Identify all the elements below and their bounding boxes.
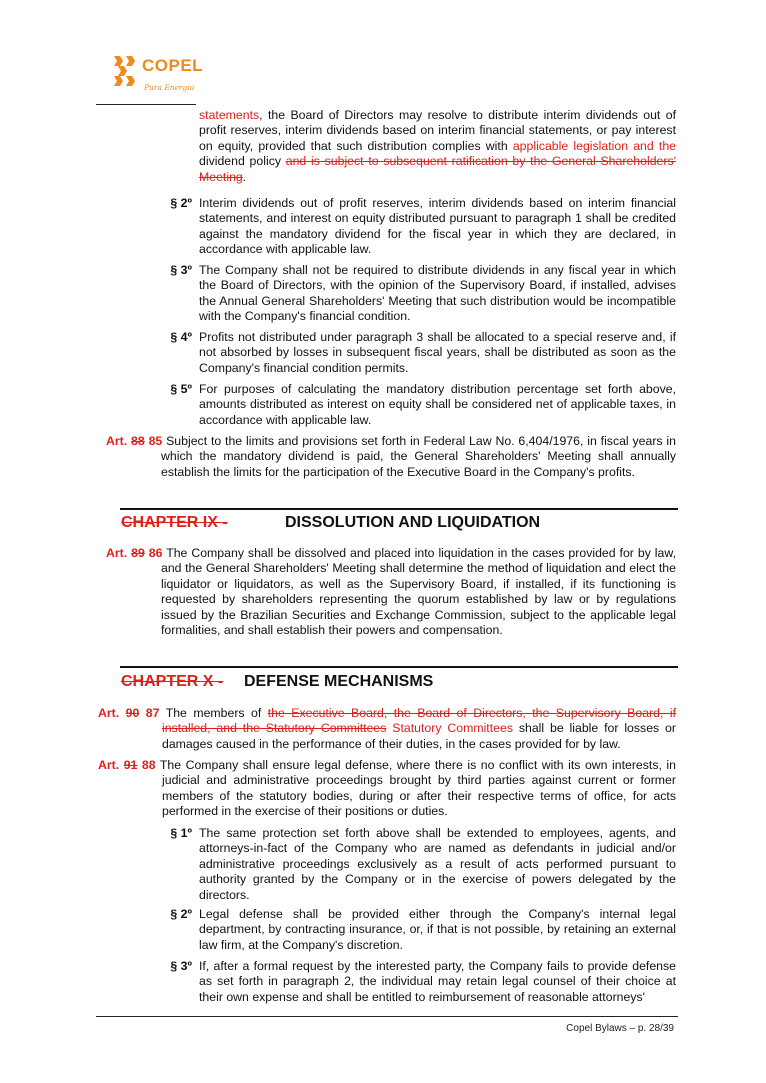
article-prefix: Art. bbox=[98, 758, 120, 772]
article-new-number: 86 bbox=[148, 546, 163, 560]
chapter-title: DISSOLUTION AND LIQUIDATION bbox=[285, 514, 541, 531]
article-prefix: Art. bbox=[98, 706, 120, 720]
article-text: shall be liable for losses or damages caused in the performance of their duties, in the cases provided for by law. bbox=[162, 721, 676, 751]
chapter-title: DEFENSE MECHANISMS bbox=[244, 673, 434, 690]
header-rule bbox=[96, 104, 196, 105]
article-old-number: 90 bbox=[125, 706, 140, 720]
continuation-paragraph bbox=[199, 108, 676, 185]
chapter-label: CHAPTER IX - bbox=[121, 514, 228, 531]
paragraph-text: Profits not distributed under paragraph 3 shall be allocated to a special reserve and, if not absorbed by losses in subsequent fiscal years, shall be distributed as soon as the Company's financial condition permits. bbox=[199, 330, 676, 375]
article-88 bbox=[98, 758, 676, 820]
paragraph-label: § 2º bbox=[170, 196, 192, 210]
logo-tagline: Pura Energia bbox=[144, 83, 195, 92]
article-text: The Company shall ensure legal defense, where there is no conflict with its own interests, in judicial and administrative proceedings brought by third parties against current or former members of the statutory bodies, during or after their respective terms of office, for acts performed in the exercise of their positions or duties. bbox=[155, 758, 676, 819]
insertion: Statutory Committees bbox=[386, 721, 513, 736]
chapter-rule bbox=[120, 666, 678, 668]
article-new-number: 85 bbox=[148, 434, 163, 448]
text: , the Board of Directors may resolve to distribute interim dividends out of profit reserves, interim dividends based on interim financial statements, or pay interest on equity, provided that such distribution complies with bbox=[199, 108, 676, 153]
paragraph-1 bbox=[199, 826, 676, 903]
page-footer: Copel Bylaws – p. 28/39 bbox=[566, 1023, 674, 1034]
paragraph-label: § 3º bbox=[170, 263, 192, 277]
paragraph-3 bbox=[199, 263, 676, 325]
text: . bbox=[242, 169, 247, 184]
article-old-number: 89 bbox=[131, 546, 145, 560]
copel-logo bbox=[112, 52, 222, 98]
article-old-number: 91 bbox=[123, 758, 138, 772]
article-new-number: 87 bbox=[145, 706, 160, 720]
article-text: The Company shall be dissolved and placed into liquidation in the cases provided for by law, and the General Shareholders' Meeting shall determine the method of liquidation and elect the liquidator or liquidators, as well as the Supervisory Board, if installed, if its functioning is requested by shareholders representing the quorum established by law or by regulations issued by the Brazilian Securities and Exchange Commission, subject to the applicable legal formalities, and shall establish their powers and compensation. bbox=[161, 546, 676, 638]
logo-wordmark: COPEL bbox=[142, 56, 204, 75]
chapter-rule bbox=[120, 508, 678, 510]
article-new-number: 88 bbox=[141, 758, 156, 772]
paragraph-4 bbox=[199, 330, 676, 376]
paragraph-2b bbox=[199, 907, 676, 953]
paragraph-label: § 1º bbox=[170, 826, 192, 840]
article-old-number: 88 bbox=[131, 434, 145, 448]
paragraph-text: Legal defense shall be provided either through the Company's internal legal department, by contracting insurance, or, if that is not possible, by retaining an external law firm, at the Company's discretion. bbox=[199, 907, 676, 952]
paragraph-text: If, after a formal request by the interested party, the Company fails to provide defense as set forth in paragraph 2, the individual may retain legal counsel of their choice at their own expense and shall be entitled to reimbursement of reasonable attorneys' bbox=[199, 959, 676, 1004]
paragraph-label: § 5º bbox=[170, 382, 192, 396]
article-text: Subject to the limits and provisions set forth in Federal Law No. 6,404/1976, in fiscal years in which the mandatory dividend is paid, the General Shareholders' Meeting shall annually establish the limits for the participation of the Executive Board in the Company's profits. bbox=[161, 434, 676, 479]
article-85 bbox=[106, 434, 676, 480]
paragraph-label: § 4º bbox=[170, 330, 192, 344]
chapter-label: CHAPTER X - bbox=[121, 673, 224, 690]
article-86 bbox=[106, 546, 676, 638]
paragraph-5 bbox=[199, 382, 676, 428]
paragraph-3b bbox=[199, 959, 676, 1005]
paragraph-2 bbox=[199, 196, 676, 258]
article-prefix: Art. bbox=[106, 434, 128, 448]
paragraph-label: § 3º bbox=[170, 959, 192, 973]
article-text: The members of bbox=[159, 706, 268, 720]
article-prefix: Art. bbox=[106, 546, 128, 560]
paragraph-text: The Company shall not be required to distribute dividends in any fiscal year in which the Board of Directors, with the opinion of the Supervisory Board, if installed, advises the Annual General Shareholders' Meeting that such distribution would be incompatible with the Company's financial condition. bbox=[199, 263, 676, 324]
paragraph-text: The same protection set forth above shall be extended to employees, agents, and attorneys-in-fact of the Company who are named as defendants in judicial and/or administrative proceedings exclusively as a result of acts performed pursuant to authority granted by the Company or in the exercise of powers delegated by the directors. bbox=[199, 826, 676, 902]
paragraph-label: § 2º bbox=[170, 907, 192, 921]
paragraph-text: For purposes of calculating the mandatory distribution percentage set forth above, amounts distributed as interest on equity shall be considered net of applicable taxes, in accordance with applicable law. bbox=[199, 382, 676, 427]
deletion: and is subject to subsequent ratification by the General Shareholders' Meeting bbox=[199, 154, 676, 184]
insertion: applicable legislation and the bbox=[512, 138, 676, 153]
footer-rule bbox=[96, 1016, 678, 1017]
deletion: the Executive Board, the Board of Directors, the Supervisory Board, if installed, and the Statutory Committees bbox=[162, 706, 677, 736]
text: dividend policy bbox=[199, 154, 286, 169]
copel-logo-icon bbox=[112, 54, 140, 88]
insertion: statements bbox=[199, 108, 260, 122]
article-87 bbox=[98, 706, 676, 752]
paragraph-text: Interim dividends out of profit reserves, interim dividends based on interim financial statements, and interest on equity distributed pursuant to paragraph 1 shall be credited against the mandatory dividend for the fiscal year in which they are declared, in accordance with applicable law. bbox=[199, 196, 676, 257]
